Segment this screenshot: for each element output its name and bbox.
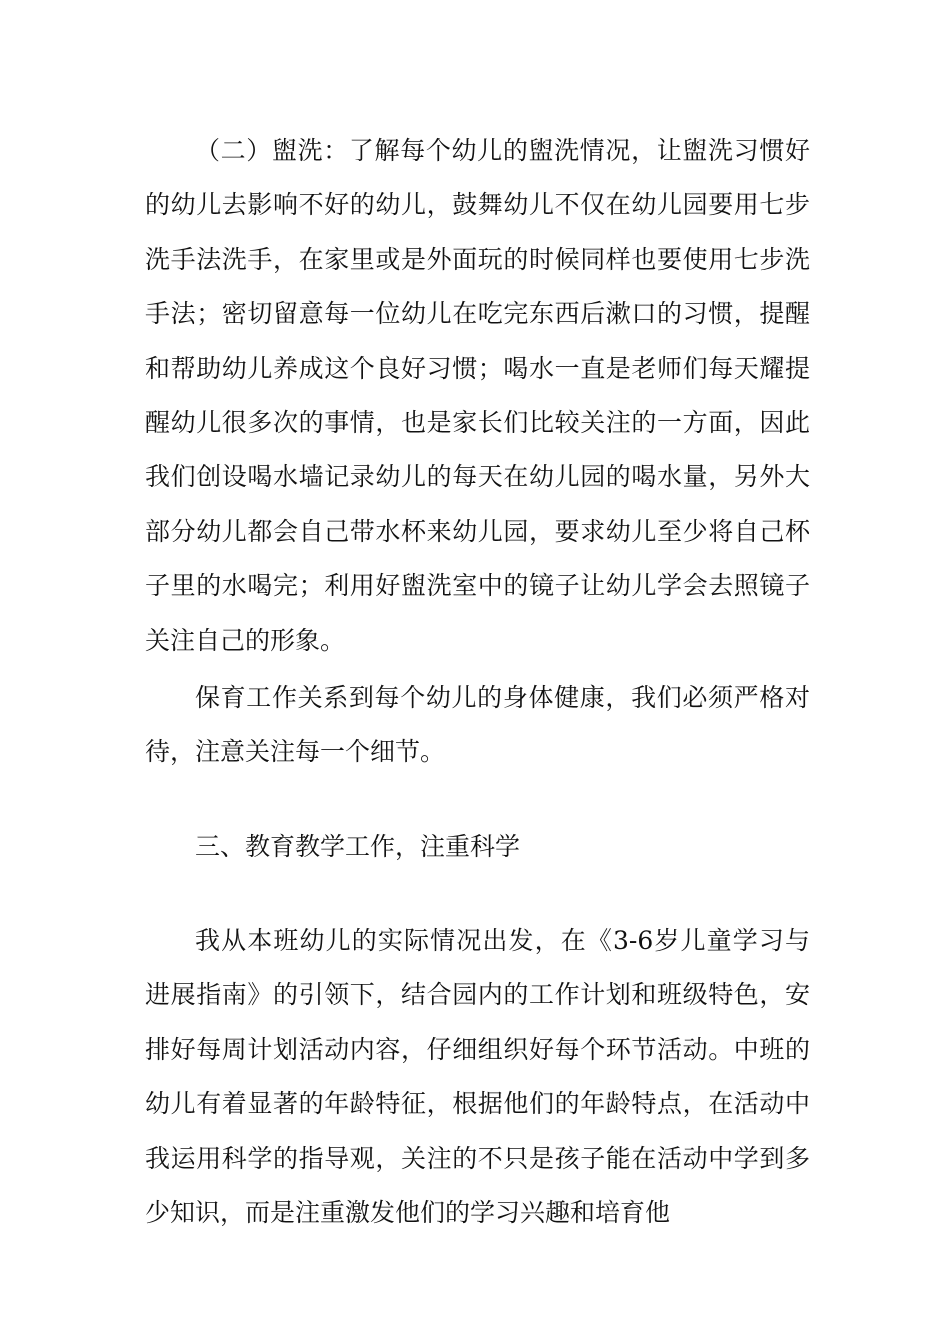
- paragraph-washing: （二）盥洗：了解每个幼儿的盥洗情况，让盥洗习惯好的幼儿去影响不好的幼儿，鼓舞幼儿不仅在幼儿园要用七步洗手法洗手，在家里或是外面玩的时候同样也要使用七步洗手法；密切留意每一位幼儿在吃完东西后漱口的习惯，提醒和帮助幼儿养成这个良好习惯；喝水一直是老师们每天耀提醒幼儿很多次的事情，也是家长们比较关注的一方面，因此我们创设喝水墙记录幼儿的每天在幼儿园的喝水量，另外大部分幼儿都会自己带水杯来幼儿园，要求幼儿至少将自己杯子里的水喝完；利用好盥洗室中的镜子让幼儿学会去照镜子关注自己的形象。: [145, 136, 810, 655]
- section-heading-teaching: 三、教育教学工作，注重科学: [195, 832, 521, 861]
- paragraph-care-summary: 保育工作关系到每个幼儿的身体健康，我们必须严格对待，注意关注每一个细节。: [145, 683, 810, 767]
- paragraph-teaching: 我从本班幼儿的实际情况出发，在《3-6岁儿童学习与进展指南》的引领下，结合园内的工作计划和班级特色，安排好每周计划活动内容，仔细组织好每个环节活动。中班的幼儿有着显著的年龄特征，根据他们的年龄特点，在活动中我运用科学的指导观，关注的不只是孩子能在活动中学到多少知识，而是注重激发他们的学习兴趣和培育他: [145, 926, 810, 1228]
